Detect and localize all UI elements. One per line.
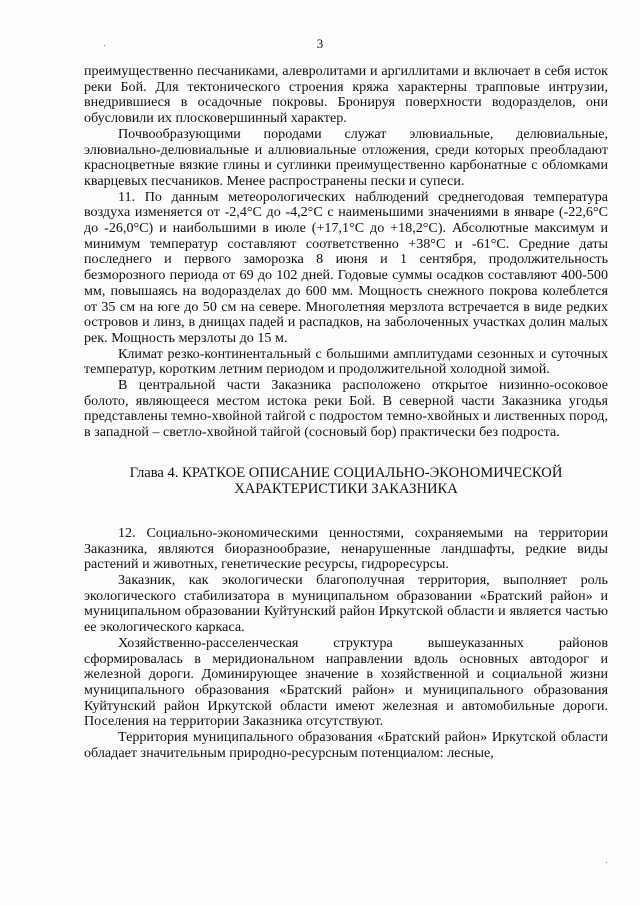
paragraph-settlement-structure: Хозяйственно-расселенческая структура вышеуказанных районов сформировалась в меридиональном направлении вдоль основных автодорог и железной дороги. Доминирующее значение в хозяйственной и социальной жизни муниципального образования «Братский район» и муниципального образования Куйтунский район Иркутской области имеют железная и автомобильные дороги. Поселения на территории Заказника отсутствуют. [84,634,608,730]
chapter-heading-line-1: Глава 4. КРАТКОЕ ОПИСАНИЕ СОЦИАЛЬНО-ЭКОНОМИЧЕСКОЙ [129,464,563,481]
chapter-heading [84,465,608,498]
paragraph-socio-economic-values: 12. Социально-экономическими ценностями, сохраняемыми на территории Заказника, являются биоразнообразие, ненарушенные ландшафты, редкие виды растений и животных, генетические ресурсы, гидроресурсы. [84,524,608,573]
document-body [84,64,608,761]
paragraph-meteorology: 11. По данным метеорологических наблюдений среднегодовая температура воздуха изменяется от -2,4°С до -4,2°С с наименьшими значениями в январе (-22,6°С до -26,0°С) и наибольшими в июле (+17,1°С до +18,2°С). Абсолютные максимум и минимум температур составляют соответственно +38°С и -61°С. Средние даты последнего и первого заморозка 8 июня и 1 сентября, продолжительность безморозного периода от 69 до 102 дней. Годовые суммы осадков составляют 400-500 мм, повышаясь на водоразделах до 600 мм. Мощность снежного покрова колеблется от 35 см на юге до 50 см на севере. Многолетняя мерзлота встречается в виде редких островов и линз, в днищах падей и распадков, на заболоченных участках долин малых рек. Мощность мерзлоты до 15 м. [84,188,608,346]
paragraph-geology-continued: преимущественно песчаниками, алевролитами и аргиллитами и включает в себя исток реки Бой. Для тектонического строения кряжа характерны трапповые интрузии, внедрившиеся в осадочные покровы. Бронируя поверхности водоразделов, они обусловили их плосковершинный характер. [84,63,608,127]
paragraph-resource-potential: Территория муниципального образования «Братский район» Иркутской области обладает значительным природно-ресурсным потенциалом: лесные, [84,729,608,761]
paragraph-soil-forming-rocks: Почвообразующими породами служат элювиальные, делювиальные, элювиально-делювиальные и аллювиальные отложения, среди которых преобладают красноцветные вязкие глины и суглинки преимущественно карбонатные с обломками кварцевых песчаников. Менее распространены пески и супеси. [84,125,608,189]
paragraph-climate: Климат резко-континентальный с большими амплитудами сезонных и суточных температур, коротким летним периодом и продолжительной холодной зимой. [84,345,608,378]
paragraph-vegetation: В центральной части Заказника расположено открытое низинно-осоковое болото, являющееся местом истока реки Бой. В северной части Заказника угодья представлены темно-хвойной тайгой с подростом темно-хвойных и лиственных пород, в западной – светло-хвойной тайгой (сосновый бор) практически без подроста. [84,377,608,441]
paragraph-ecological-role: Заказник, как экологически благополучная территория, выполняет роль экологического стабилизатора в муниципальном образовании «Братский район» и муниципальном образовании Куйтунский район Иркутской области и является частью ее экологического каркаса. [84,571,608,636]
chapter-heading-line-2: ХАРАКТЕРИСТИКИ ЗАКАЗНИКА [234,481,458,498]
scan-speck [606,862,607,863]
page-number: 3 [316,36,324,51]
